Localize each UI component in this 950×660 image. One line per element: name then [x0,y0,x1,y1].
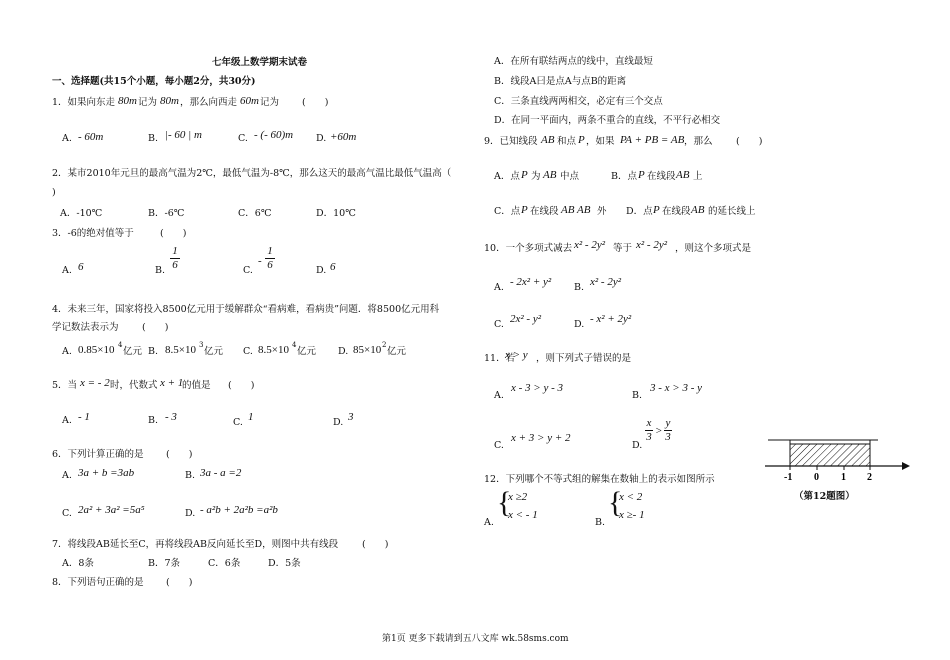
tick-label: 0 [814,472,819,483]
answer-paren: ( ) [160,228,187,239]
fraction-x-over-3: x 3 [646,417,652,443]
answer-paren: ( ) [228,380,255,391]
fraction-neg-one-sixth: 1 6 [265,246,275,271]
brace-icon: { [497,486,512,519]
brace-icon: { [608,486,623,519]
answer-paren: ( ) [166,577,193,588]
answer-paren: ( ) [142,322,169,333]
number-line-figure [760,430,920,510]
page-footer: 第1页 更多下载请到五八文库 wk.58sms.com [382,634,569,644]
fraction-y-over-3: y 3 [665,417,671,443]
answer-paren: ( ) [166,449,193,460]
tick-label: 1 [841,472,846,483]
page-title: 七年级上数学期末试卷 [212,57,308,68]
answer-paren: ( ) [362,539,389,550]
section-heading: 一、选择题(共15个小题，每小题2分，共30分) [52,76,256,87]
answer-paren: ( ) [736,136,763,147]
tick-label: 2 [867,472,872,483]
figure-caption: （第12题图） [794,491,855,502]
tick-label: -1 [784,472,793,483]
answer-paren: ( ) [302,97,329,108]
hatched-region [790,444,870,466]
fraction-one-sixth: 1 6 [170,246,180,271]
axis-arrow-icon [902,462,910,470]
